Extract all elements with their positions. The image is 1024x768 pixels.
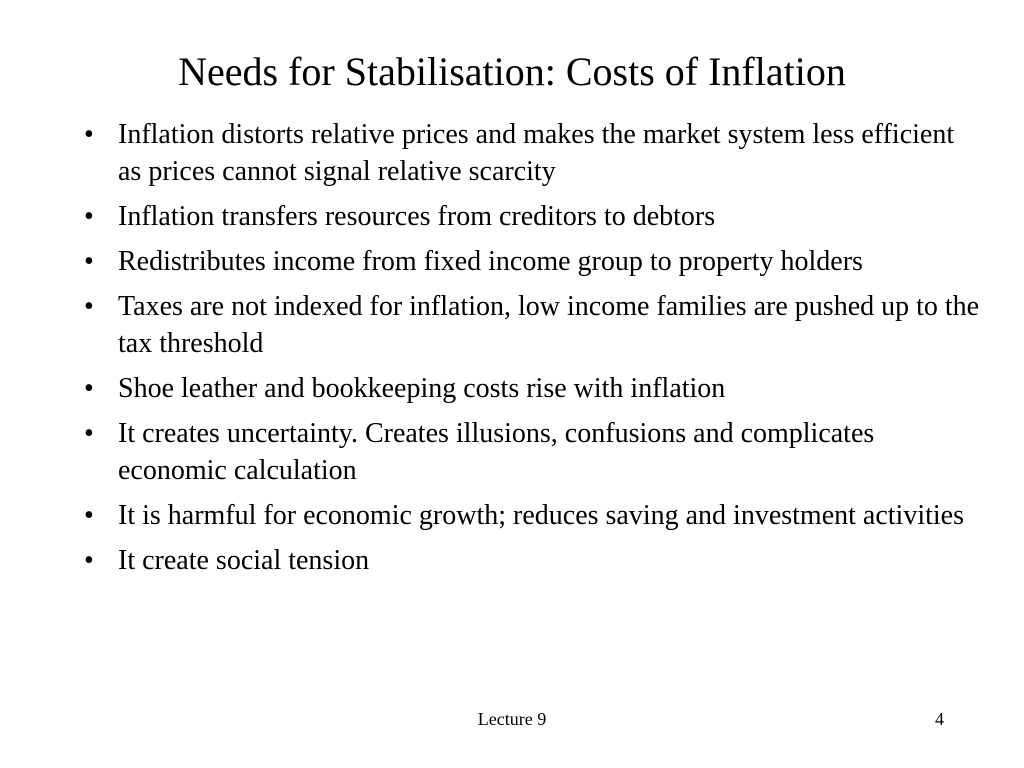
bullet-text: It creates uncertainty. Creates illusions, confusions and complicates economic calculation <box>118 418 875 486</box>
footer-page-number: 4 <box>935 709 944 729</box>
footer-lecture-label: Lecture 9 <box>477 709 547 729</box>
bullet-text: Shoe leather and bookkeeping costs rise with inflation <box>118 373 726 404</box>
bullet-icon: • <box>84 418 94 449</box>
bullet-item <box>80 198 980 235</box>
slide-title: Needs for Stabilisation: Costs of Inflation <box>178 49 846 94</box>
bullet-item <box>80 370 980 407</box>
bullet-text: Inflation distorts relative prices and makes the market system less efficient as prices cannot signal relative scarcity <box>118 119 955 187</box>
bullet-text: Inflation transfers resources from creditors to debtors <box>118 201 716 232</box>
bullet-item <box>80 415 980 489</box>
bullet-icon: • <box>84 246 94 277</box>
bullet-text: It create social tension <box>118 545 370 576</box>
bullet-item <box>80 288 980 362</box>
bullet-icon: • <box>84 201 94 232</box>
bullet-text: It is harmful for economic growth; reduces saving and investment activities <box>118 500 964 531</box>
bullet-item <box>80 116 980 190</box>
bullet-item <box>80 497 980 534</box>
bullet-icon: • <box>84 545 94 576</box>
bullet-icon: • <box>84 373 94 404</box>
bullet-icon: • <box>84 500 94 531</box>
bullet-icon: • <box>84 291 94 322</box>
bullet-list <box>80 116 980 587</box>
bullet-text: Redistributes income from fixed income group to property holders <box>118 246 863 277</box>
bullet-icon: • <box>84 119 94 150</box>
bullet-item <box>80 542 980 579</box>
bullet-item <box>80 243 980 280</box>
bullet-text: Taxes are not indexed for inflation, low income families are pushed up to the tax threshold <box>118 291 980 359</box>
